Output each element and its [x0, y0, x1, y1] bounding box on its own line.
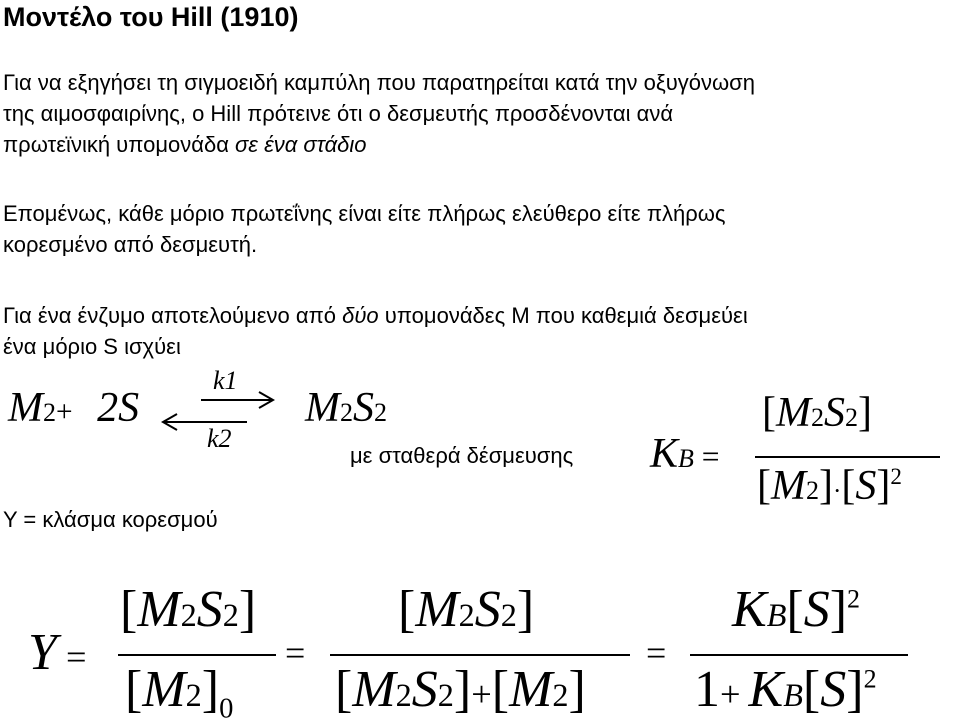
reaction-product: [305, 384, 387, 432]
rate-k1: k1: [213, 366, 238, 395]
fraction-3-denominator: $1+ KB[S]^2$: [694, 661, 877, 718]
reaction-plus: +: [56, 396, 73, 428]
paragraph-3-text-b: υπομονάδες M που καθεμιά δεσμεύει: [378, 303, 748, 328]
kb-k: K: [650, 431, 679, 477]
kb-fraction-bar: [755, 456, 940, 458]
f3-num-s: S: [803, 581, 830, 638]
kb-den-m-sub: 2: [806, 476, 820, 505]
f1-num-m-sub: 2: [180, 597, 197, 633]
f1-den-m: M: [142, 661, 186, 718]
fraction-1-bar: [118, 654, 276, 656]
kb-num-m: M: [776, 390, 811, 436]
fraction-1-denominator: $[M2]_0$: [125, 661, 234, 725]
f2-num-m-sub: 2: [458, 597, 475, 633]
paragraph-1-text: πρωτεϊνική υπομονάδα: [3, 132, 236, 157]
fraction-2-numerator: [M2S2]: [398, 581, 535, 638]
f3-den-one: 1: [694, 661, 720, 718]
kb-dot: ·: [833, 478, 842, 505]
f3-num-k-sub: B: [766, 597, 787, 633]
product-m-subscript: 2: [340, 398, 354, 427]
f1-num-m: M: [137, 581, 181, 638]
f3-den-plus: +: [720, 674, 741, 714]
f2-num-s: S: [474, 581, 501, 638]
paragraph-3-line-2: ένα μόριο S ισχύει: [3, 334, 181, 359]
kb-denominator: $[M2]\cdot[S]^2$: [757, 463, 902, 509]
kb-num-m-sub: 2: [811, 403, 825, 432]
binding-constant-label: με σταθερά δέσμευσης: [350, 443, 574, 468]
f2-den-plus: +: [471, 674, 492, 714]
f2-den-m2-sub: 2: [552, 677, 569, 713]
product-s: S: [353, 385, 375, 431]
paragraph-1-line-3: [3, 129, 366, 160]
f3-den-k-sub: B: [783, 677, 803, 713]
f1-den-m-sub: 2: [185, 677, 202, 713]
page-title: Μοντέλο του Hill (1910): [3, 2, 299, 32]
f1-den-zero: 0: [219, 693, 234, 725]
kb-num-s: S: [824, 390, 846, 436]
fraction-2-denominator: [M2S2]+[M2]: [335, 661, 586, 718]
rate-k2: k2: [207, 424, 232, 453]
reactant-m-subscript: 2: [43, 398, 57, 427]
f2-den-m-sub: 2: [395, 677, 412, 713]
fraction-1-numerator: [M2S2]: [120, 581, 257, 638]
f2-num-m: M: [415, 581, 459, 638]
kb-den-m: M: [771, 463, 806, 509]
paragraph-2-line-1: Επομένως, κάθε μόριο πρωτεΐνης είναι είτε πλήρως ελεύθερο είτε πλήρως: [3, 201, 726, 226]
f1-num-s: S: [196, 581, 223, 638]
paragraph-1-line-1: Για να εξηγήσει τη σιγμοειδή καμπύλη που παρατηρείται κατά την οξυγόνωση: [3, 70, 755, 95]
reactant-2s: 2S: [97, 385, 140, 431]
final-equals-3: =: [646, 633, 667, 673]
kb-num-s-sub: 2: [845, 403, 859, 432]
f1-num-s-sub: 2: [222, 597, 239, 633]
f2-num-s-sub: 2: [500, 597, 517, 633]
equilibrium-arrows-icon: [155, 388, 285, 438]
paragraph-1-line-2: της αιμοσφαιρίνης, ο Hill πρότεινε ότι ο δεσμευτής προσδένονται ανά: [3, 101, 674, 126]
fraction-2-bar: [330, 654, 630, 656]
kb-den-s: S: [855, 463, 877, 509]
f3-num-k: K: [732, 581, 767, 638]
f2-den-m2: M: [509, 661, 553, 718]
product-s-subscript: 2: [374, 398, 388, 427]
y-definition: Y = κλάσμα κορεσμού: [3, 507, 218, 532]
paragraph-2-line-2: κορεσμένο από δεσμευτή.: [3, 232, 258, 257]
fraction-3-bar: [690, 654, 908, 656]
final-y-symbol: Y: [28, 624, 57, 681]
paragraph-3-text-a: Για ένα ένζυμο αποτελούμενο από: [3, 303, 343, 328]
kb-symbol: [650, 430, 720, 478]
f3-den-s: S: [820, 661, 847, 718]
f3-num-exp: 2: [847, 584, 861, 614]
final-y: [28, 623, 87, 682]
final-equals-2: =: [285, 633, 306, 673]
paragraph-3-line-1: [3, 300, 748, 331]
f2-den-s-sub: 2: [437, 677, 454, 713]
fraction-3-numerator: $KB[S]^2$: [732, 581, 861, 638]
reactant-m: M: [8, 385, 43, 431]
reaction-reactants: [8, 384, 139, 432]
f3-den-exp: 2: [863, 664, 877, 694]
product-m: M: [305, 385, 340, 431]
kb-den-exponent: 2: [890, 463, 902, 489]
kb-subscript: B: [678, 444, 694, 473]
f3-den-k: K: [748, 661, 784, 718]
final-equals-1: =: [66, 637, 87, 677]
kb-equals: =: [701, 439, 720, 474]
f2-den-m: M: [352, 661, 396, 718]
f2-den-s: S: [411, 661, 438, 718]
paragraph-1-emphasis: σε ένα στάδιο: [235, 132, 367, 157]
kb-numerator: [M2S2]: [762, 390, 873, 436]
paragraph-3-emphasis: δύο: [342, 303, 379, 328]
